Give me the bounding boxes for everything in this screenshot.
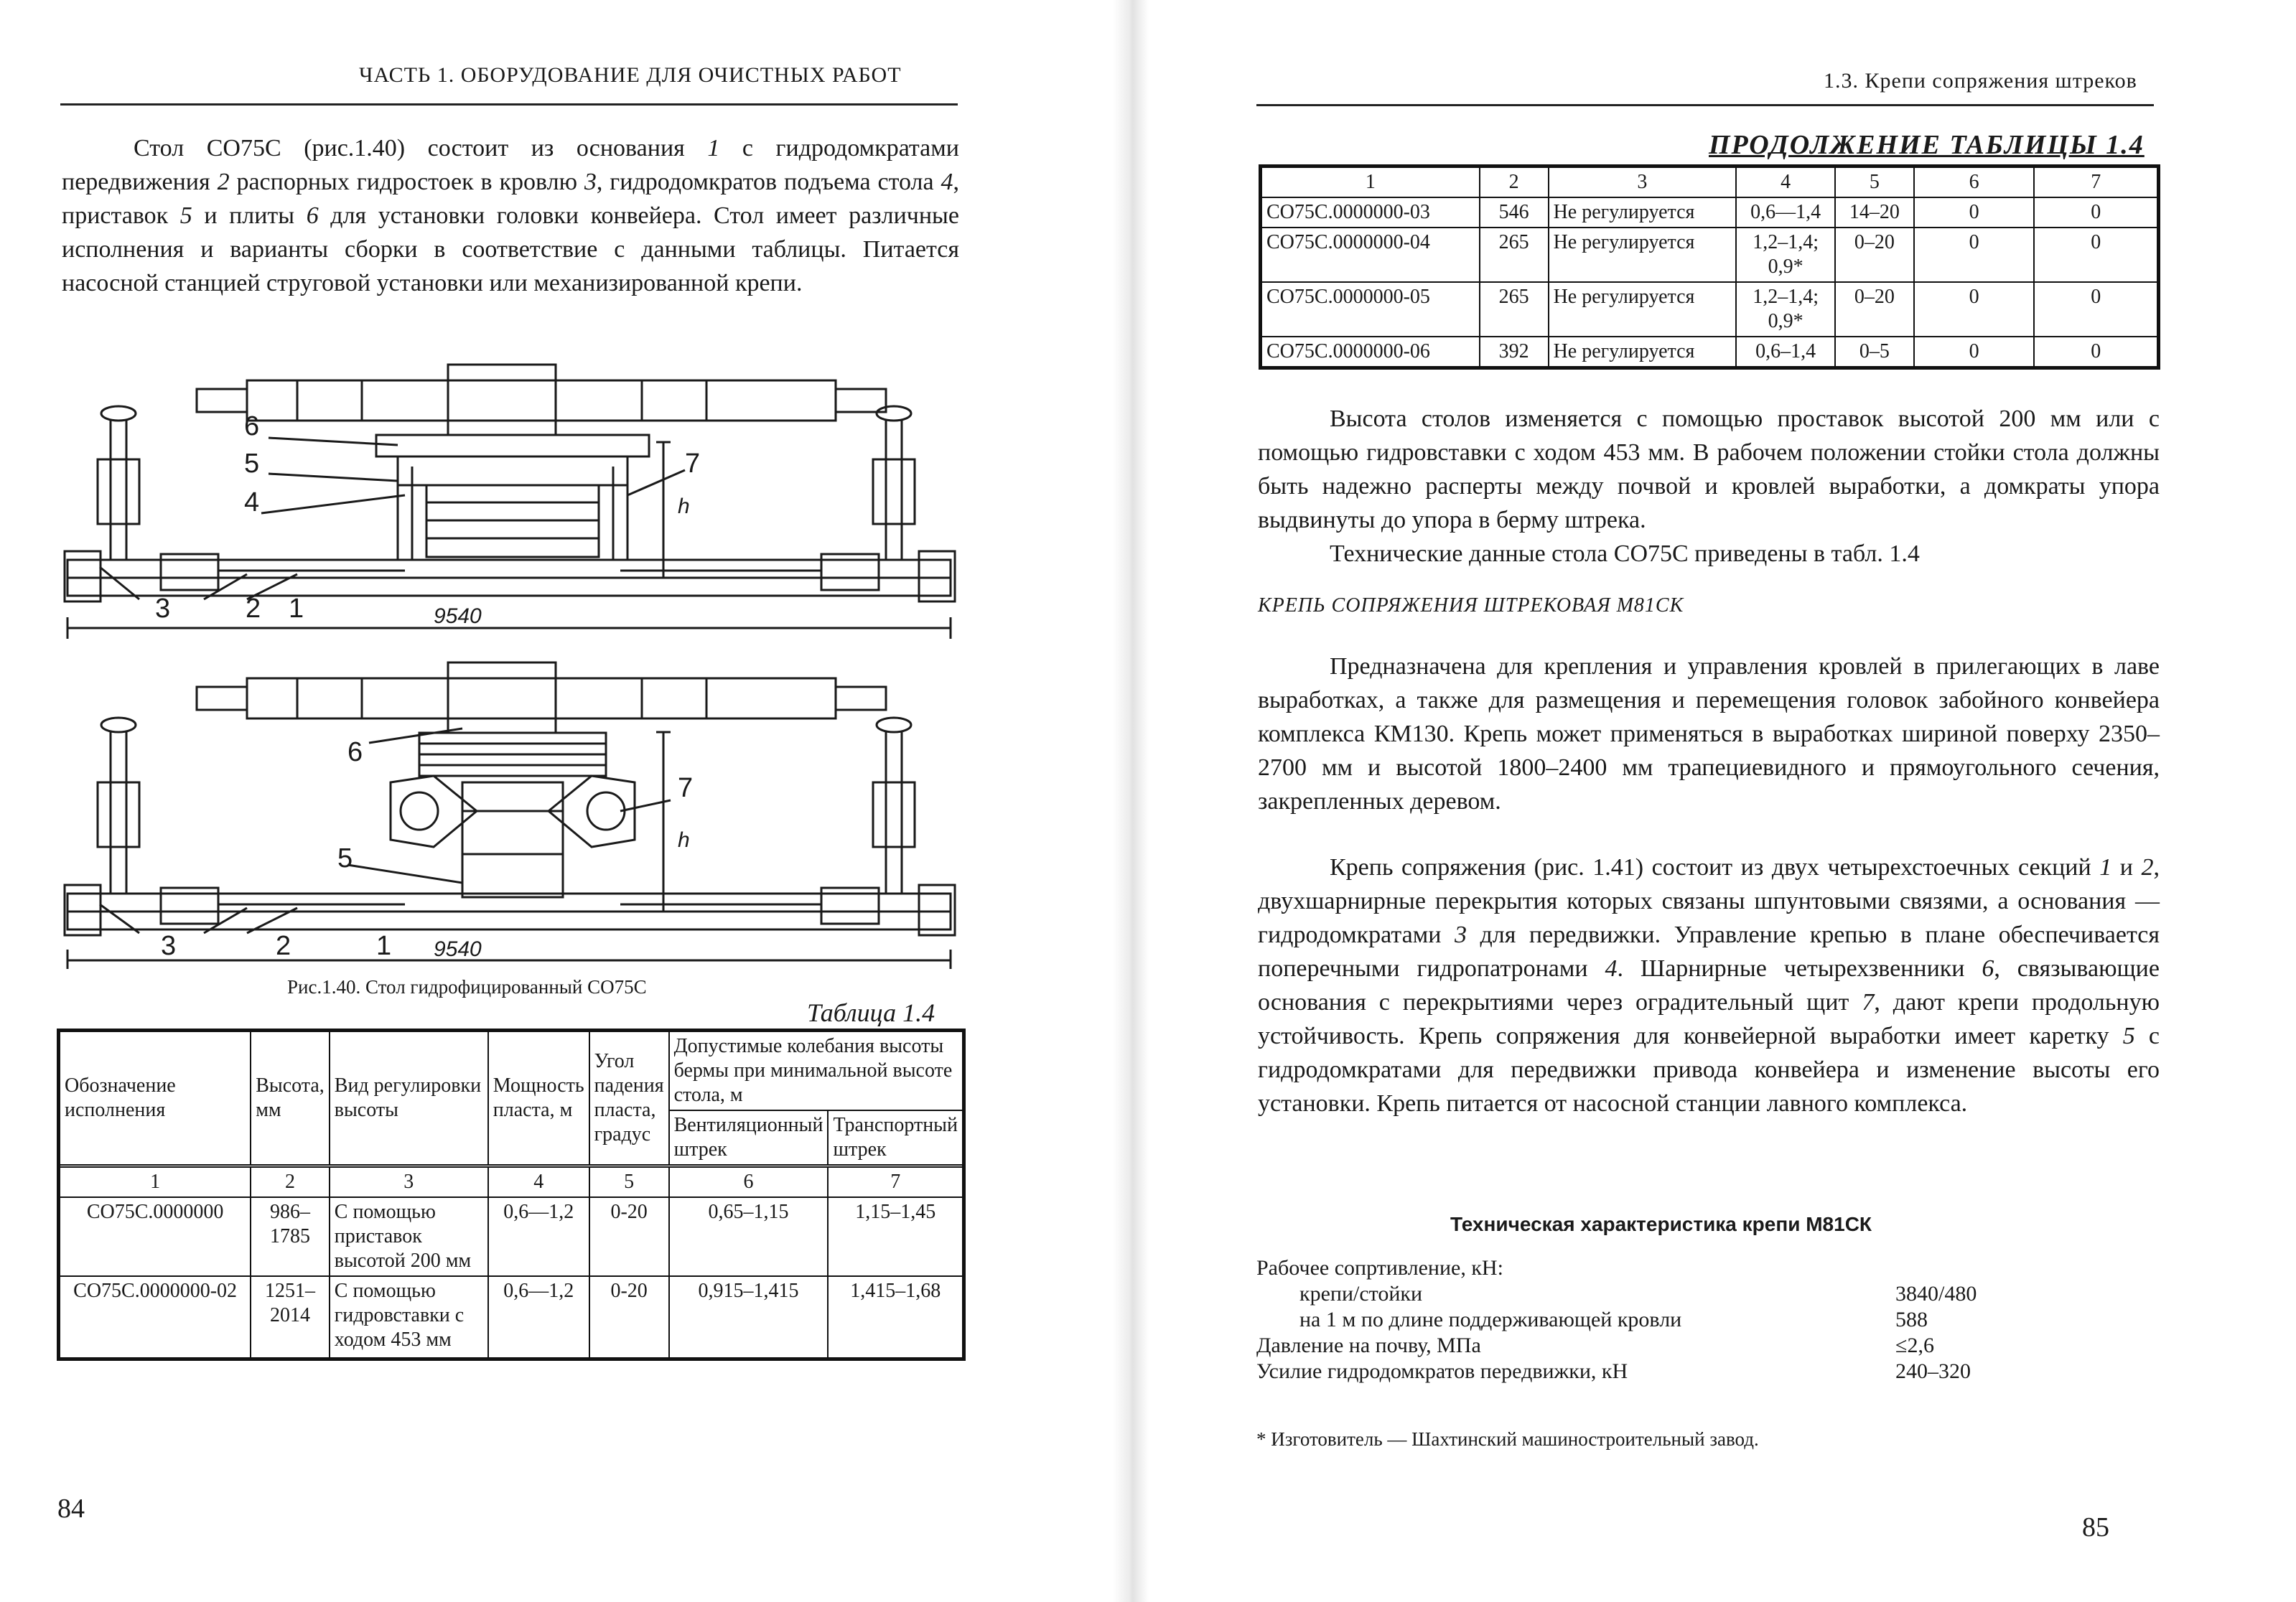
left-head-rule	[60, 103, 958, 106]
header-adjust: Вид регулировки высоты	[330, 1031, 488, 1166]
right-head-rule	[1256, 104, 2154, 106]
fig-top-label-h: h	[678, 495, 690, 518]
table-cell: 392	[1480, 337, 1549, 367]
table-cell: 0	[2034, 197, 2157, 228]
table-cell: 265	[1480, 228, 1549, 282]
right-page	[1149, 0, 2296, 1602]
fig-top-label-1: 1	[289, 594, 304, 624]
left-page-number: 84	[57, 1494, 85, 1524]
table-cell: 0,915–1,415	[669, 1276, 829, 1358]
table-cell: СО75С.0000000-05	[1261, 282, 1480, 337]
fig-top-label-6: 6	[244, 411, 260, 441]
table-cell: СО75С.0000000-06	[1261, 337, 1480, 367]
table-row	[1261, 282, 2157, 337]
table-col-number: 2	[1480, 167, 1549, 197]
table-1-4	[59, 1031, 963, 1359]
table-caption: Таблица 1.4	[807, 998, 935, 1027]
header-tolerance: Допустимые колебания высоты бермы при минимальной высоте стола, м	[669, 1031, 963, 1110]
header-angle: Угол падения пласта, градус	[589, 1031, 669, 1166]
fig-top-label-4: 4	[244, 487, 260, 517]
right-page-number: 85	[2082, 1512, 2109, 1542]
table-cell: 986–1785	[251, 1197, 330, 1276]
table-cell: 1251–2014	[251, 1276, 330, 1358]
table-col-number: 7	[828, 1166, 963, 1198]
table-cell: СО75С.0000000-02	[60, 1276, 251, 1358]
section-heading-m81sk: КРЕПЬ СОПРЯЖЕНИЯ ШТРЕКОВАЯ М81СК	[1258, 594, 1684, 617]
table-cell: 14–20	[1835, 197, 1914, 228]
spec-value: 588	[1895, 1308, 1928, 1331]
table-row	[1261, 337, 2157, 367]
table-cell: Не регулируется	[1549, 282, 1737, 337]
table-cell: 0,6—1,2	[488, 1276, 589, 1358]
table-cell: 1,415–1,68	[828, 1276, 963, 1358]
table-cell: 0	[1914, 197, 2035, 228]
header-transport: Транспортный штрек	[828, 1110, 963, 1166]
table-col-number: 4	[488, 1166, 589, 1198]
fig-top-label-5: 5	[244, 449, 260, 479]
table-cell: 0,6—1,2	[488, 1197, 589, 1276]
table-cell: 265	[1480, 282, 1549, 337]
figure-caption: Рис.1.40. Стол гидрофицированный СО75С	[287, 976, 647, 998]
table-row	[60, 1197, 963, 1276]
table-cell: 0	[1914, 228, 2035, 282]
table-cell: 0–5	[1835, 337, 1914, 367]
table-cell: С помощью приставок высотой 200 мм	[330, 1197, 488, 1276]
right-paragraph-heights: Высота столов изменяется с помощью проставок высотой 200 мм или с помощью гидровставки с ходом 453 мм. В рабочем положении стойки стола должны быть надежно расперты между почвой и кровлей выработки, а домкраты упора выдвинуты до упора в берму штрека.	[1258, 406, 2160, 533]
table-col-number: 1	[60, 1166, 251, 1198]
spec-label: Усилие гидродомкратов передвижки, кН	[1256, 1359, 1628, 1383]
table-cell: 1,2–1,4; 0,9*	[1736, 282, 1835, 337]
table-number-row	[1261, 167, 2157, 197]
table-cell: 0	[2034, 337, 2157, 367]
table-cell: Не регулируется	[1549, 197, 1737, 228]
table-cell: 0,6–1,4	[1736, 337, 1835, 367]
table-col-number: 3	[1549, 167, 1737, 197]
spec-title: Техническая характеристика крепи М81СК	[1450, 1213, 1872, 1235]
table-cell: 0	[2034, 282, 2157, 337]
table-col-number: 4	[1736, 167, 1835, 197]
table-col-number: 1	[1261, 167, 1480, 197]
table-cell: СО75С.0000000	[60, 1197, 251, 1276]
fig-top-dimension: 9540	[434, 604, 482, 628]
left-intro-paragraph: Стол СО75С (рис.1.40) состоит из основания 1 с гидродомкратами передвижения 2 распорных гидростоек в кровлю 3, гидродомкратов подъема стола 4, приставок 5 и плиты 6 для установки головки конвейера. Стол имеет различные исполнения и варианты сборки в соответствие с данными таблицы. Питается насосной станцией струговой установки или механизированной крепи.	[62, 135, 959, 296]
table-col-number: 5	[1835, 167, 1914, 197]
table-row	[1261, 228, 2157, 282]
spec-label: Давление на почву, МПа	[1256, 1334, 1481, 1357]
fig-top-label-2: 2	[246, 594, 261, 624]
header-height: Высота, мм	[251, 1031, 330, 1166]
fig-bottom-label-3: 3	[161, 931, 177, 961]
table-cell: 0,65–1,15	[669, 1197, 829, 1276]
fig-top-label-3: 3	[155, 594, 171, 624]
footnote-manufacturer: * Изготовитель — Шахтинский машиностроительный завод.	[1256, 1428, 1759, 1450]
table-cell: 0-20	[589, 1276, 669, 1358]
table-cell: Не регулируется	[1549, 337, 1737, 367]
fig-bottom-label-5: 5	[337, 843, 353, 873]
left-running-head: ЧАСТЬ 1. ОБОРУДОВАНИЕ ДЛЯ ОЧИСТНЫХ РАБОТ	[359, 63, 902, 87]
table-cell: Не регулируется	[1549, 228, 1737, 282]
table-cell: 0	[2034, 228, 2157, 282]
table-cell: 1,2–1,4; 0,9*	[1736, 228, 1835, 282]
table-number-row	[60, 1166, 963, 1198]
fig-top-label-7: 7	[685, 449, 701, 479]
table-col-number: 2	[251, 1166, 330, 1198]
table-col-number: 5	[589, 1166, 669, 1198]
table-cell: 0–20	[1835, 282, 1914, 337]
header-vent: Вентиляционный штрек	[669, 1110, 829, 1166]
table-cell: С помощью гидровставки с ходом 453 мм	[330, 1276, 488, 1358]
table-cell: 0–20	[1835, 228, 1914, 282]
fig-bottom-label-h: h	[678, 828, 690, 852]
table-cell: 0	[1914, 282, 2035, 337]
table-cell: 0-20	[589, 1197, 669, 1276]
table-row	[1261, 197, 2157, 228]
spec-label: Рабочее сопртивление, кН:	[1256, 1256, 1503, 1280]
table-col-number: 6	[669, 1166, 829, 1198]
fig-bottom-label-6: 6	[347, 737, 363, 767]
fig-bottom-label-7: 7	[678, 773, 694, 803]
table-header-row	[60, 1031, 963, 1110]
table-col-number: 7	[2034, 167, 2157, 197]
left-page	[0, 0, 1120, 1602]
fig-bottom-label-1: 1	[376, 931, 392, 961]
table-cell: 1,15–1,45	[828, 1197, 963, 1276]
spec-value: 240–320	[1895, 1359, 1971, 1383]
table-col-number: 3	[330, 1166, 488, 1198]
right-paragraph-tech-data: Технические данные стола СО75С приведены в табл. 1.4	[1330, 540, 1920, 567]
book-gutter	[1113, 0, 1149, 1602]
spec-value: 3840/480	[1895, 1282, 1977, 1306]
figure-table-co75c	[60, 352, 965, 969]
table-cell: СО75С.0000000-03	[1261, 197, 1480, 228]
spec-value: ≤2,6	[1895, 1334, 1934, 1357]
right-running-head: 1.3. Крепи сопряжения штреков	[1824, 69, 2137, 93]
right-paragraph-purpose: Предназначена для крепления и управления кровлей в прилегающих в лаве выработках, а также для размещения и перемещения головок забойного конвейера комплекса КМ130. Крепь может применяться в выработках шириной поверху 2350–2700 мм и высотой 1800–2400 мм трапециевидного и прямоугольного сечения, закрепленных деревом.	[1258, 653, 2160, 815]
header-seam: Мощность пласта, м	[488, 1031, 589, 1166]
table-col-number: 6	[1914, 167, 2035, 197]
spec-label: крепи/стойки	[1299, 1282, 1423, 1306]
table-row	[60, 1276, 963, 1358]
spec-label: на 1 м по длине поддерживающей кровли	[1299, 1308, 1682, 1331]
fig-bottom-dimension: 9540	[434, 937, 482, 961]
fig-bottom-label-2: 2	[276, 931, 291, 961]
header-designation: Обозначение исполнения	[60, 1031, 251, 1166]
table-cell: 0,6—1,4	[1736, 197, 1835, 228]
right-paragraph-design: Крепь сопряжения (рис. 1.41) состоит из двух четырехстоечных секций 1 и 2, двухшарнирные перекрытия которых связаны шпунтовыми связями, а основания — гидродомкратами 3 для передвижки. Управление крепью в плане обеспечивается поперечными гидропатронами 4. Шарнирные четырехзвенники 6, связывающие основания с перекрытиями через оградительный щит 7, дают крепи продольную устойчивость. Крепь сопряжения для конвейерной выработки имеет каретку 5 с гидродомкратами для передвижки привода конвейера и изменение высоты его установки. Крепь питается от насосной станции лавного комплекса.	[1258, 854, 2160, 1117]
table-cell: 546	[1480, 197, 1549, 228]
table-cell: 0	[1914, 337, 2035, 367]
table-1-4-continued	[1261, 167, 2158, 367]
table-cell: СО75С.0000000-04	[1261, 228, 1480, 282]
table-continuation-caption: ПРОДОЛЖЕНИЕ ТАБЛИЦЫ 1.4	[1709, 130, 2145, 160]
